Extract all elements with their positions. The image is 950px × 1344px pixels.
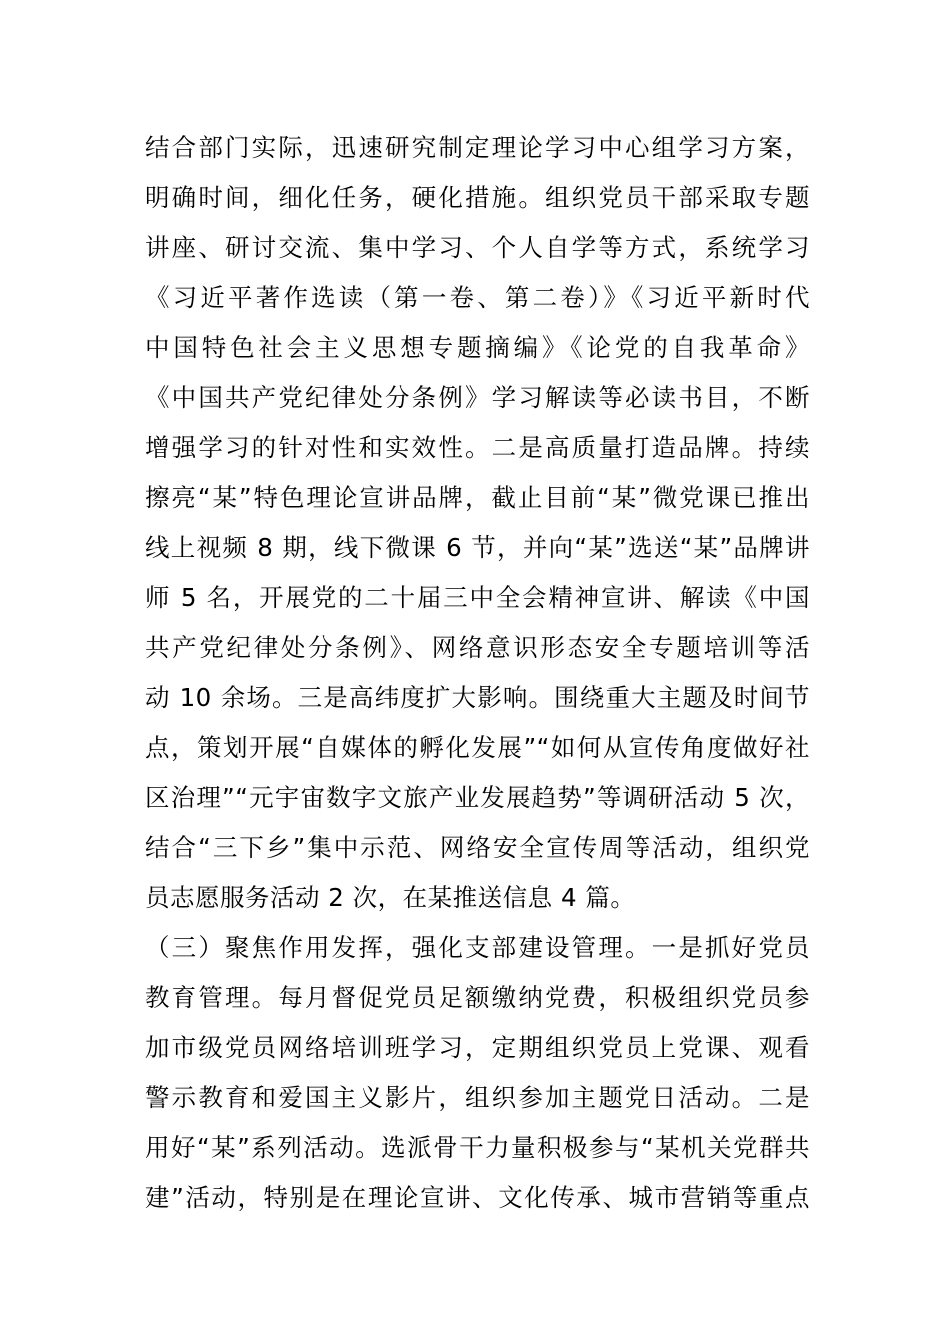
text-line: 擦亮“某”特色理论宣讲品牌，截止目前“某”微党课已推出 — [145, 483, 810, 512]
body-text — [145, 123, 810, 1223]
text-line: 点，策划开展“自媒体的孵化发展”“如何从宣传角度做好社 — [145, 733, 810, 762]
text-line: 员志愿服务活动 2 次，在某推送信息 4 篇。 — [145, 883, 636, 912]
text-line: 用好“某”系列活动。选派骨干力量积极参与“某机关党群共 — [145, 1133, 810, 1162]
text-line: 共产党纪律处分条例》、网络意识形态安全专题培训等活 — [145, 633, 810, 662]
text-line: 动 10 余场。三是高纬度扩大影响。围绕重大主题及时间节 — [145, 683, 810, 712]
text-line: 《中国共产党纪律处分条例》学习解读等必读书目，不断 — [145, 383, 810, 412]
text-line: 中国特色社会主义思想专题摘编》《论党的自我革命》 — [145, 333, 810, 362]
text-line: 增强学习的针对性和实效性。二是高质量打造品牌。持续 — [145, 433, 810, 462]
text-line: 线上视频 8 期，线下微课 6 节，并向“某”选送“某”品牌讲 — [145, 533, 810, 562]
text-line: （三）聚焦作用发挥，强化支部建设管理。一是抓好党员 — [145, 933, 810, 962]
text-line: 教育管理。每月督促党员足额缴纳党费，积极组织党员参 — [145, 983, 810, 1012]
text-line: 建”活动，特别是在理论宣讲、文化传承、城市营销等重点 — [145, 1183, 810, 1212]
text-line: 明确时间，细化任务，硬化措施。组织党员干部采取专题 — [145, 183, 810, 212]
text-line: 师 5 名，开展党的二十届三中全会精神宣讲、解读《中国 — [145, 583, 810, 612]
text-line: 警示教育和爱国主义影片，组织参加主题党日活动。二是 — [145, 1083, 810, 1112]
text-line: 区治理”“元宇宙数字文旅产业发展趋势”等调研活动 5 次， — [145, 783, 810, 812]
text-line: 讲座、研讨交流、集中学习、个人自学等方式，系统学习 — [145, 233, 810, 262]
text-line: 加市级党员网络培训班学习，定期组织党员上党课、观看 — [145, 1033, 810, 1062]
text-line: 《习近平著作选读（第一卷、第二卷）》《习近平新时代 — [145, 283, 810, 312]
text-line: 结合部门实际，迅速研究制定理论学习中心组学习方案， — [145, 133, 810, 162]
text-line: 结合“三下乡”集中示范、网络安全宣传周等活动，组织党 — [145, 833, 810, 862]
